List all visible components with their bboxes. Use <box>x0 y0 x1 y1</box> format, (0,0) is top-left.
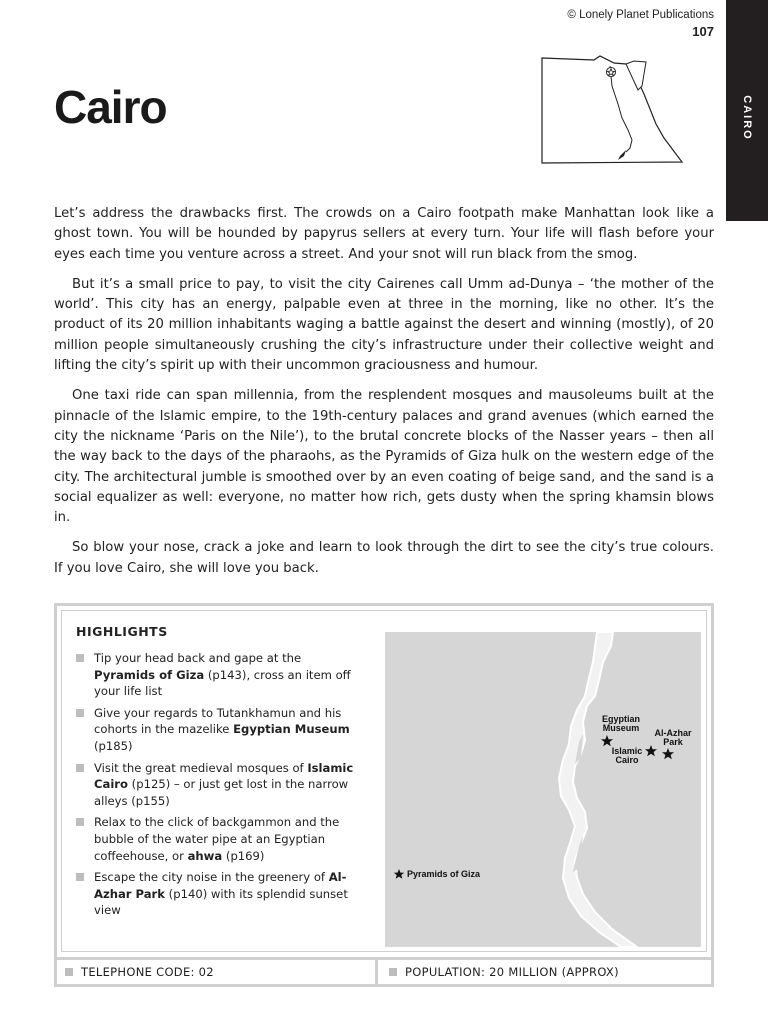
stats-bar <box>57 957 711 984</box>
egypt-locator-map <box>534 52 686 167</box>
body-text <box>54 204 714 589</box>
al-azhar-park-label: Al-Azhar <box>654 728 692 738</box>
square-bullet-icon <box>76 818 84 826</box>
side-tab-label: CAIRO <box>741 95 753 141</box>
egyptian-museum-label: Egyptian <box>601 714 641 724</box>
highlights-panel <box>61 610 707 952</box>
list-item: Visit the great medieval mosques of Islamic Cairo (p125) – or just get lost in the narrow alleys (p155) <box>76 760 361 810</box>
square-bullet-icon <box>76 873 84 881</box>
map-land <box>385 632 701 947</box>
paragraph: One taxi ride can span millennia, from the resplendent mosques and mausoleums built at the pinnacle of the Islamic empire, to the 19th-century palaces and grand avenues (which earned the city the nickname ‘Paris on the Nile’), to the brutal concrete blocks of the Nasser years – then all the way back to the days of the pharaohs, as the Pyramids of Giza hulk on the western edge of the city. The architectural jumble is smoothed over by an even coating of beige sand, and the sand is a social equalizer as well: everyone, no matter how rich, gets dusty when the spring khamsin blows in. <box>54 388 714 526</box>
page-number: 107 <box>692 24 714 39</box>
paragraph: So blow your nose, crack a joke and learn to look through the dirt to see the city’s true colours. If you love Cairo, she will love you back. <box>54 540 714 576</box>
list-item: Relax to the click of backgammon and the bubble of the water pipe at an Egyptian coffeehouse, or ahwa (p169) <box>76 814 361 864</box>
square-bullet-icon <box>65 968 73 976</box>
pyramids-of-giza-label: Pyramids of Giza <box>407 869 481 879</box>
cairo-highlights-map <box>385 632 701 947</box>
chapter-title: Cairo <box>54 81 167 133</box>
publisher-credit: © Lonely Planet Publications <box>567 9 714 21</box>
population: POPULATION: 20 MILLION (APPROX) <box>405 965 619 979</box>
paragraph: But it’s a small price to pay, to visit the city Cairenes call Umm ad-Dunya – ‘the mother of the world’. This city has an energy, palpable even at three in the morning, like no other. It’s the product of its 20 million inhabitants waging a battle against the desert and winning (mostly), of 20 million people simultaneously crushing the city’s infrastructure under their collective weight and lifting the city’s spirit up with their uncommon graciousness and humour. <box>54 276 714 374</box>
egyptian-museum-label: Museum <box>602 723 640 733</box>
square-bullet-icon <box>76 654 84 662</box>
paragraph: Let’s address the drawbacks first. The crowds on a Cairo footpath make Manhattan look like a ghost town. You will be hounded by papyrus sellers at every turn. Your life will flash before your eyes each time you venture across a street. And your snot will run black from the smog. <box>54 206 714 262</box>
population-stat <box>381 960 711 984</box>
square-bullet-icon <box>76 764 84 772</box>
highlights-box <box>54 603 714 987</box>
square-bullet-icon <box>76 709 84 717</box>
list-item: Give your regards to Tutankhamun and his cohorts in the mazelike Egyptian Museum (p185) <box>76 705 361 755</box>
islamic-cairo-label: Cairo <box>615 755 639 765</box>
highlights-list <box>76 650 361 924</box>
list-item: Tip your head back and gape at the Pyramids of Giza (p143), cross an item off your life list <box>76 650 361 700</box>
telephone-code: TELEPHONE CODE: 02 <box>81 965 214 979</box>
cairo-star-icon <box>606 67 615 76</box>
telephone-stat <box>57 960 378 984</box>
al-azhar-park-label: Park <box>663 737 683 747</box>
square-bullet-icon <box>389 968 397 976</box>
highlights-heading: HIGHLIGHTS <box>76 624 168 639</box>
side-tab <box>726 0 768 221</box>
islamic-cairo-label: Islamic <box>611 746 643 756</box>
list-item: Escape the city noise in the greenery of Al-Azhar Park (p140) with its splendid sunset view <box>76 869 361 919</box>
